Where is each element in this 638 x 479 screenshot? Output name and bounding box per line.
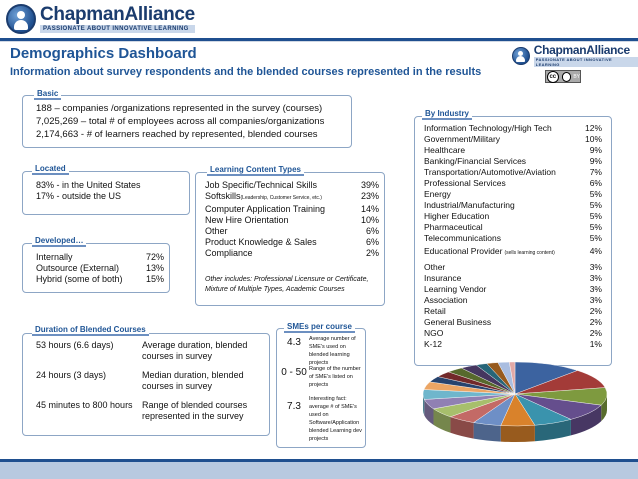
logo-name: ChapmanAlliance xyxy=(40,4,195,25)
industry-row xyxy=(424,211,602,222)
logo-tagline-small: PASSIONATE ABOUT INNOVATIVE LEARNING xyxy=(534,57,638,67)
industry-row xyxy=(424,178,602,189)
industry-value: 3% xyxy=(589,262,602,272)
content-label: Product Knowledge & Sales xyxy=(205,237,317,247)
content-label: Computer Application Training xyxy=(205,204,326,214)
industry-label: Energy xyxy=(424,189,451,199)
industry-value: 10% xyxy=(584,134,602,144)
content-row xyxy=(205,226,379,237)
logo-name-small: ChapmanAlliance xyxy=(533,43,630,57)
industry-label: Association xyxy=(424,295,468,305)
duration-row xyxy=(36,370,266,400)
basic-line: 188 – companies /organizations represented in the survey (courses) xyxy=(36,103,323,114)
industry-row xyxy=(424,123,602,134)
located-tab: Located xyxy=(32,164,69,175)
company-logo-small xyxy=(512,44,638,67)
globe-person-icon xyxy=(512,47,530,65)
industry-value: 5% xyxy=(589,222,602,232)
globe-person-icon xyxy=(6,4,36,34)
industry-label: Telecommunications xyxy=(424,233,502,243)
industry-label: Retail xyxy=(424,306,446,316)
sme-desc: Average number of SME's used on blended learning projects xyxy=(309,336,356,366)
duration-value: 24 hours (3 days) xyxy=(36,370,107,380)
person-icon xyxy=(562,72,572,82)
duration-tab: Duration of Blended Courses xyxy=(32,325,149,336)
sme-value: 4.3 xyxy=(287,337,301,348)
industry-label: Educational Provider xyxy=(424,246,503,256)
content-value: 2% xyxy=(365,248,379,258)
learning-content-rows xyxy=(205,180,379,295)
industry-label: Professional Services xyxy=(424,178,506,188)
developed-label: Outsource (External) xyxy=(36,263,120,273)
basic-lines xyxy=(36,102,348,141)
industry-value: 4% xyxy=(589,246,602,256)
industry-value: 5% xyxy=(589,200,602,210)
industry-value: 7% xyxy=(589,167,602,177)
learning-content-tab: Learning Content Types xyxy=(207,165,304,176)
footer-bar xyxy=(0,462,638,479)
industry-value: 9% xyxy=(589,156,602,166)
developed-label: Hybrid (some of both) xyxy=(36,274,123,284)
industry-value: 6% xyxy=(589,178,602,188)
industry-row xyxy=(424,317,602,328)
industry-value: 3% xyxy=(589,284,602,294)
content-row xyxy=(205,180,379,191)
industry-row xyxy=(424,222,602,233)
page-subtitle: Information about survey respondents and the blended courses represented in the results xyxy=(10,66,482,78)
industry-row xyxy=(424,167,602,178)
industry-row xyxy=(424,306,602,317)
duration-desc: Range of blended courses represented in the survey xyxy=(142,400,248,421)
content-value: 23% xyxy=(360,191,379,201)
industry-row xyxy=(424,246,602,259)
content-note: (Leadership, Customer Service, etc.) xyxy=(240,195,322,201)
cc-by-label: BY xyxy=(573,73,580,80)
industry-tab: By Industry xyxy=(422,109,472,120)
industry-label: Healthcare xyxy=(424,145,466,155)
industry-value: 5% xyxy=(589,211,602,221)
industry-value: 9% xyxy=(589,145,602,155)
duration-row xyxy=(36,340,266,370)
content-label: Other xyxy=(205,226,228,236)
industry-row xyxy=(424,134,602,145)
basic-line: 2,174,663 - # of learners reached by represented, blended courses xyxy=(36,129,318,140)
industry-label: Insurance xyxy=(424,273,462,283)
content-row xyxy=(205,204,379,215)
industry-row xyxy=(424,262,602,273)
content-row xyxy=(205,237,379,248)
content-value: 6% xyxy=(365,237,379,247)
duration-value: 53 hours (6.6 days) xyxy=(36,340,114,350)
content-label: New Hire Orientation xyxy=(205,215,289,225)
located-line: 17% - outside the US xyxy=(36,191,122,201)
pie-slice-side xyxy=(501,425,535,442)
industry-row xyxy=(424,233,602,244)
top-header xyxy=(0,0,638,40)
content-value: 10% xyxy=(360,215,379,225)
industry-value: 2% xyxy=(589,306,602,316)
developed-rows xyxy=(36,252,164,285)
located-line: 83% - in the United States xyxy=(36,180,141,190)
basic-tab: Basic xyxy=(34,89,61,100)
company-logo xyxy=(6,4,195,34)
industry-note: (sells learning content) xyxy=(504,250,555,256)
content-row xyxy=(205,191,379,204)
smes-rows xyxy=(279,335,364,445)
industry-label: Pharmaceutical xyxy=(424,222,483,232)
duration-desc: Average duration, blended courses in survey xyxy=(142,340,248,361)
located-lines xyxy=(36,180,141,202)
industry-value: 2% xyxy=(589,328,602,338)
developed-tab: Developed… xyxy=(32,236,86,247)
industry-value: 3% xyxy=(589,273,602,283)
industry-label: Government/Military xyxy=(424,134,501,144)
industry-label: Transportation/Automotive/Aviation xyxy=(424,167,556,177)
industry-label: Industrial/Manufacturing xyxy=(424,200,515,210)
developed-value: 15% xyxy=(145,274,164,284)
sme-row xyxy=(279,365,364,395)
cc-icon: cc xyxy=(547,71,559,83)
pie-svg xyxy=(417,352,617,452)
industry-pie-chart xyxy=(417,352,617,457)
sme-row xyxy=(279,395,364,445)
content-row xyxy=(205,248,379,259)
developed-value: 72% xyxy=(145,252,164,262)
industry-row xyxy=(424,189,602,200)
duration-rows xyxy=(36,340,266,430)
developed-value: 13% xyxy=(145,263,164,273)
industry-label: NGO xyxy=(424,328,444,338)
industry-label: Banking/Financial Services xyxy=(424,156,527,166)
creative-commons-badge xyxy=(545,70,581,83)
industry-value: 5% xyxy=(589,233,602,243)
industry-value: 3% xyxy=(589,295,602,305)
industry-value: 12% xyxy=(584,123,602,133)
industry-label: Other xyxy=(424,262,446,272)
page-title: Demographics Dashboard xyxy=(10,45,197,62)
industry-label: Information Technology/High Tech xyxy=(424,123,552,133)
industry-value: 2% xyxy=(589,317,602,327)
industry-row xyxy=(424,200,602,211)
content-value: 39% xyxy=(360,180,379,190)
industry-row xyxy=(424,295,602,306)
industry-label: Higher Education xyxy=(424,211,490,221)
sme-row xyxy=(279,335,364,365)
content-label: Job Specific/Technical Skills xyxy=(205,180,318,190)
logo-tagline: PASSIONATE ABOUT INNOVATIVE LEARNING xyxy=(40,25,195,33)
duration-value: 45 minutes to 800 hours xyxy=(36,400,133,410)
industry-value: 5% xyxy=(589,189,602,199)
smes-tab: SMEs per course xyxy=(284,322,355,333)
sme-value: 0 - 50 xyxy=(281,367,307,378)
sme-desc: Interesting fact: average # of SME's used on Software/Application blended Learning dev projects xyxy=(309,396,362,442)
industry-row xyxy=(424,339,602,350)
industry-label: K-12 xyxy=(424,339,442,349)
basic-line: 7,025,269 – total # of employees across all companies/organizations xyxy=(36,116,325,127)
developed-row xyxy=(36,263,164,274)
industry-label: General Business xyxy=(424,317,492,327)
content-other-note: Other includes: Professional Licensure or Certificate, Mixture of Multiple Types, Academic Courses xyxy=(205,276,369,293)
duration-row xyxy=(36,400,266,430)
industry-row xyxy=(424,145,602,156)
content-label: Softskills xyxy=(205,191,241,201)
sme-value: 7.3 xyxy=(287,401,301,412)
content-label: Compliance xyxy=(205,248,253,258)
developed-label: Internally xyxy=(36,252,73,262)
industry-list xyxy=(424,123,602,350)
content-value: 6% xyxy=(365,226,379,236)
industry-label: Learning Vendor xyxy=(424,284,487,294)
content-value: 14% xyxy=(360,204,379,214)
sme-desc: Range of the number of SME's listed on projects xyxy=(309,366,361,388)
header-shadow xyxy=(0,41,638,42)
industry-row xyxy=(424,156,602,167)
industry-row xyxy=(424,328,602,339)
industry-value: 1% xyxy=(589,339,602,349)
industry-row xyxy=(424,284,602,295)
developed-row xyxy=(36,252,164,263)
duration-desc: Median duration, blended courses in survey xyxy=(142,370,244,391)
industry-row xyxy=(424,273,602,284)
content-row xyxy=(205,215,379,226)
developed-row xyxy=(36,274,164,285)
